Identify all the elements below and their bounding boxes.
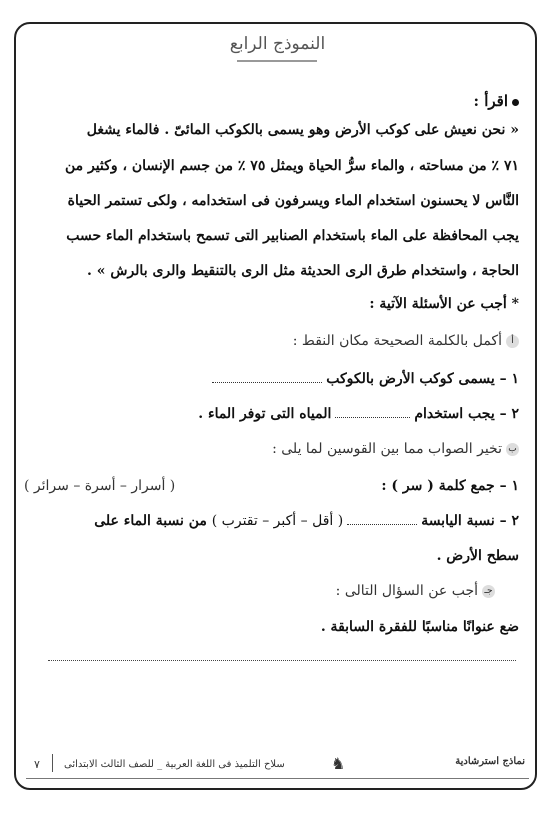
question-b1: ١ – جمع كلمة ( سر ) :: [381, 478, 519, 494]
question-a2: [198, 406, 519, 422]
question-b2-suffix: من نسبة الماء على: [94, 513, 207, 529]
read-heading: [473, 92, 519, 110]
question-b2-continued: سطح الأرض .: [436, 548, 519, 564]
passage-line-3: النَّاس لا يحسنون استخدام الماء ويسرفون فى استخدامه ، ولكى تستمر الحياة: [67, 193, 519, 209]
passage-line-4: يجب المحافظة على الماء باستخدام الصنابير التى تسمح باستخدام الماء حسب: [66, 228, 519, 244]
section-a-instruction: [293, 333, 519, 349]
answer-blank[interactable]: [212, 382, 322, 383]
footer-divider: [52, 754, 53, 772]
questions-heading: * أجب عن الأسئلة الآتية :: [369, 296, 519, 312]
passage-line-2: ٧١ ٪ من مساحته ، والماء سرُّ الحياة ويمثل ٧٥ ٪ من جسم الإنسان ، وكثير من: [64, 158, 519, 174]
section-c-badge: جـ: [482, 585, 495, 598]
page-title: النموذج الرابع: [229, 34, 326, 54]
question-c1: ضع عنوانًا مناسبًا للفقرة السابقة .: [320, 619, 519, 635]
question-a1-text: ١ – يسمى كوكب الأرض بالكوكب: [326, 371, 519, 387]
question-a2-prefix: ٢ – يجب استخدام: [414, 406, 519, 422]
passage-line-5: الحاجة ، واستخدام طرق الرى الحديثة مثل الرى بالتنقيط والرى بالرش » .: [86, 263, 519, 279]
section-b-badge: ب: [506, 443, 519, 456]
footer: [26, 752, 529, 780]
section-a-badge: أ: [506, 335, 519, 348]
footer-line: [26, 778, 529, 779]
section-a-instruction-text: أكمل بالكلمة الصحيحة مكان النقط :: [292, 333, 502, 349]
passage-line-1: « نحن نعيش على كوكب الأرض وهو يسمى بالكوكب المائىّ . فالماء يشغل: [86, 122, 519, 138]
page-number: ٧: [34, 758, 40, 771]
question-a2-suffix: المياه التى توفر الماء .: [198, 406, 332, 422]
section-b-instruction: [272, 441, 519, 457]
answer-blank[interactable]: [347, 524, 417, 525]
title-underline: [237, 60, 317, 62]
question-b1-options: ( أسرار – أسرة – سرائر ): [24, 478, 176, 494]
section-b-instruction-text: تخير الصواب مما بين القوسين لما يلى :: [272, 441, 502, 457]
section-c-instruction: [336, 583, 495, 599]
mascot-icon: ♞: [331, 754, 346, 773]
read-label: اقرأ :: [473, 92, 508, 110]
answer-blank[interactable]: [335, 417, 410, 418]
footer-left-title: نماذج استرشادية: [455, 756, 525, 767]
section-c-instruction-text: أجب عن السؤال التالى :: [335, 583, 478, 599]
question-b2-options: ( أقل – أكبر – تقترب ): [211, 513, 344, 529]
question-b2-prefix: ٢ – نسبة اليابسة: [421, 513, 519, 529]
bullet-icon: [512, 99, 519, 106]
question-b2: [94, 513, 519, 529]
question-a1: [208, 371, 519, 387]
footer-center-text: سلاح التلميذ فى اللغة العربية _ للصف الثالث الابتدائى: [64, 759, 285, 770]
answer-line[interactable]: [48, 660, 516, 661]
